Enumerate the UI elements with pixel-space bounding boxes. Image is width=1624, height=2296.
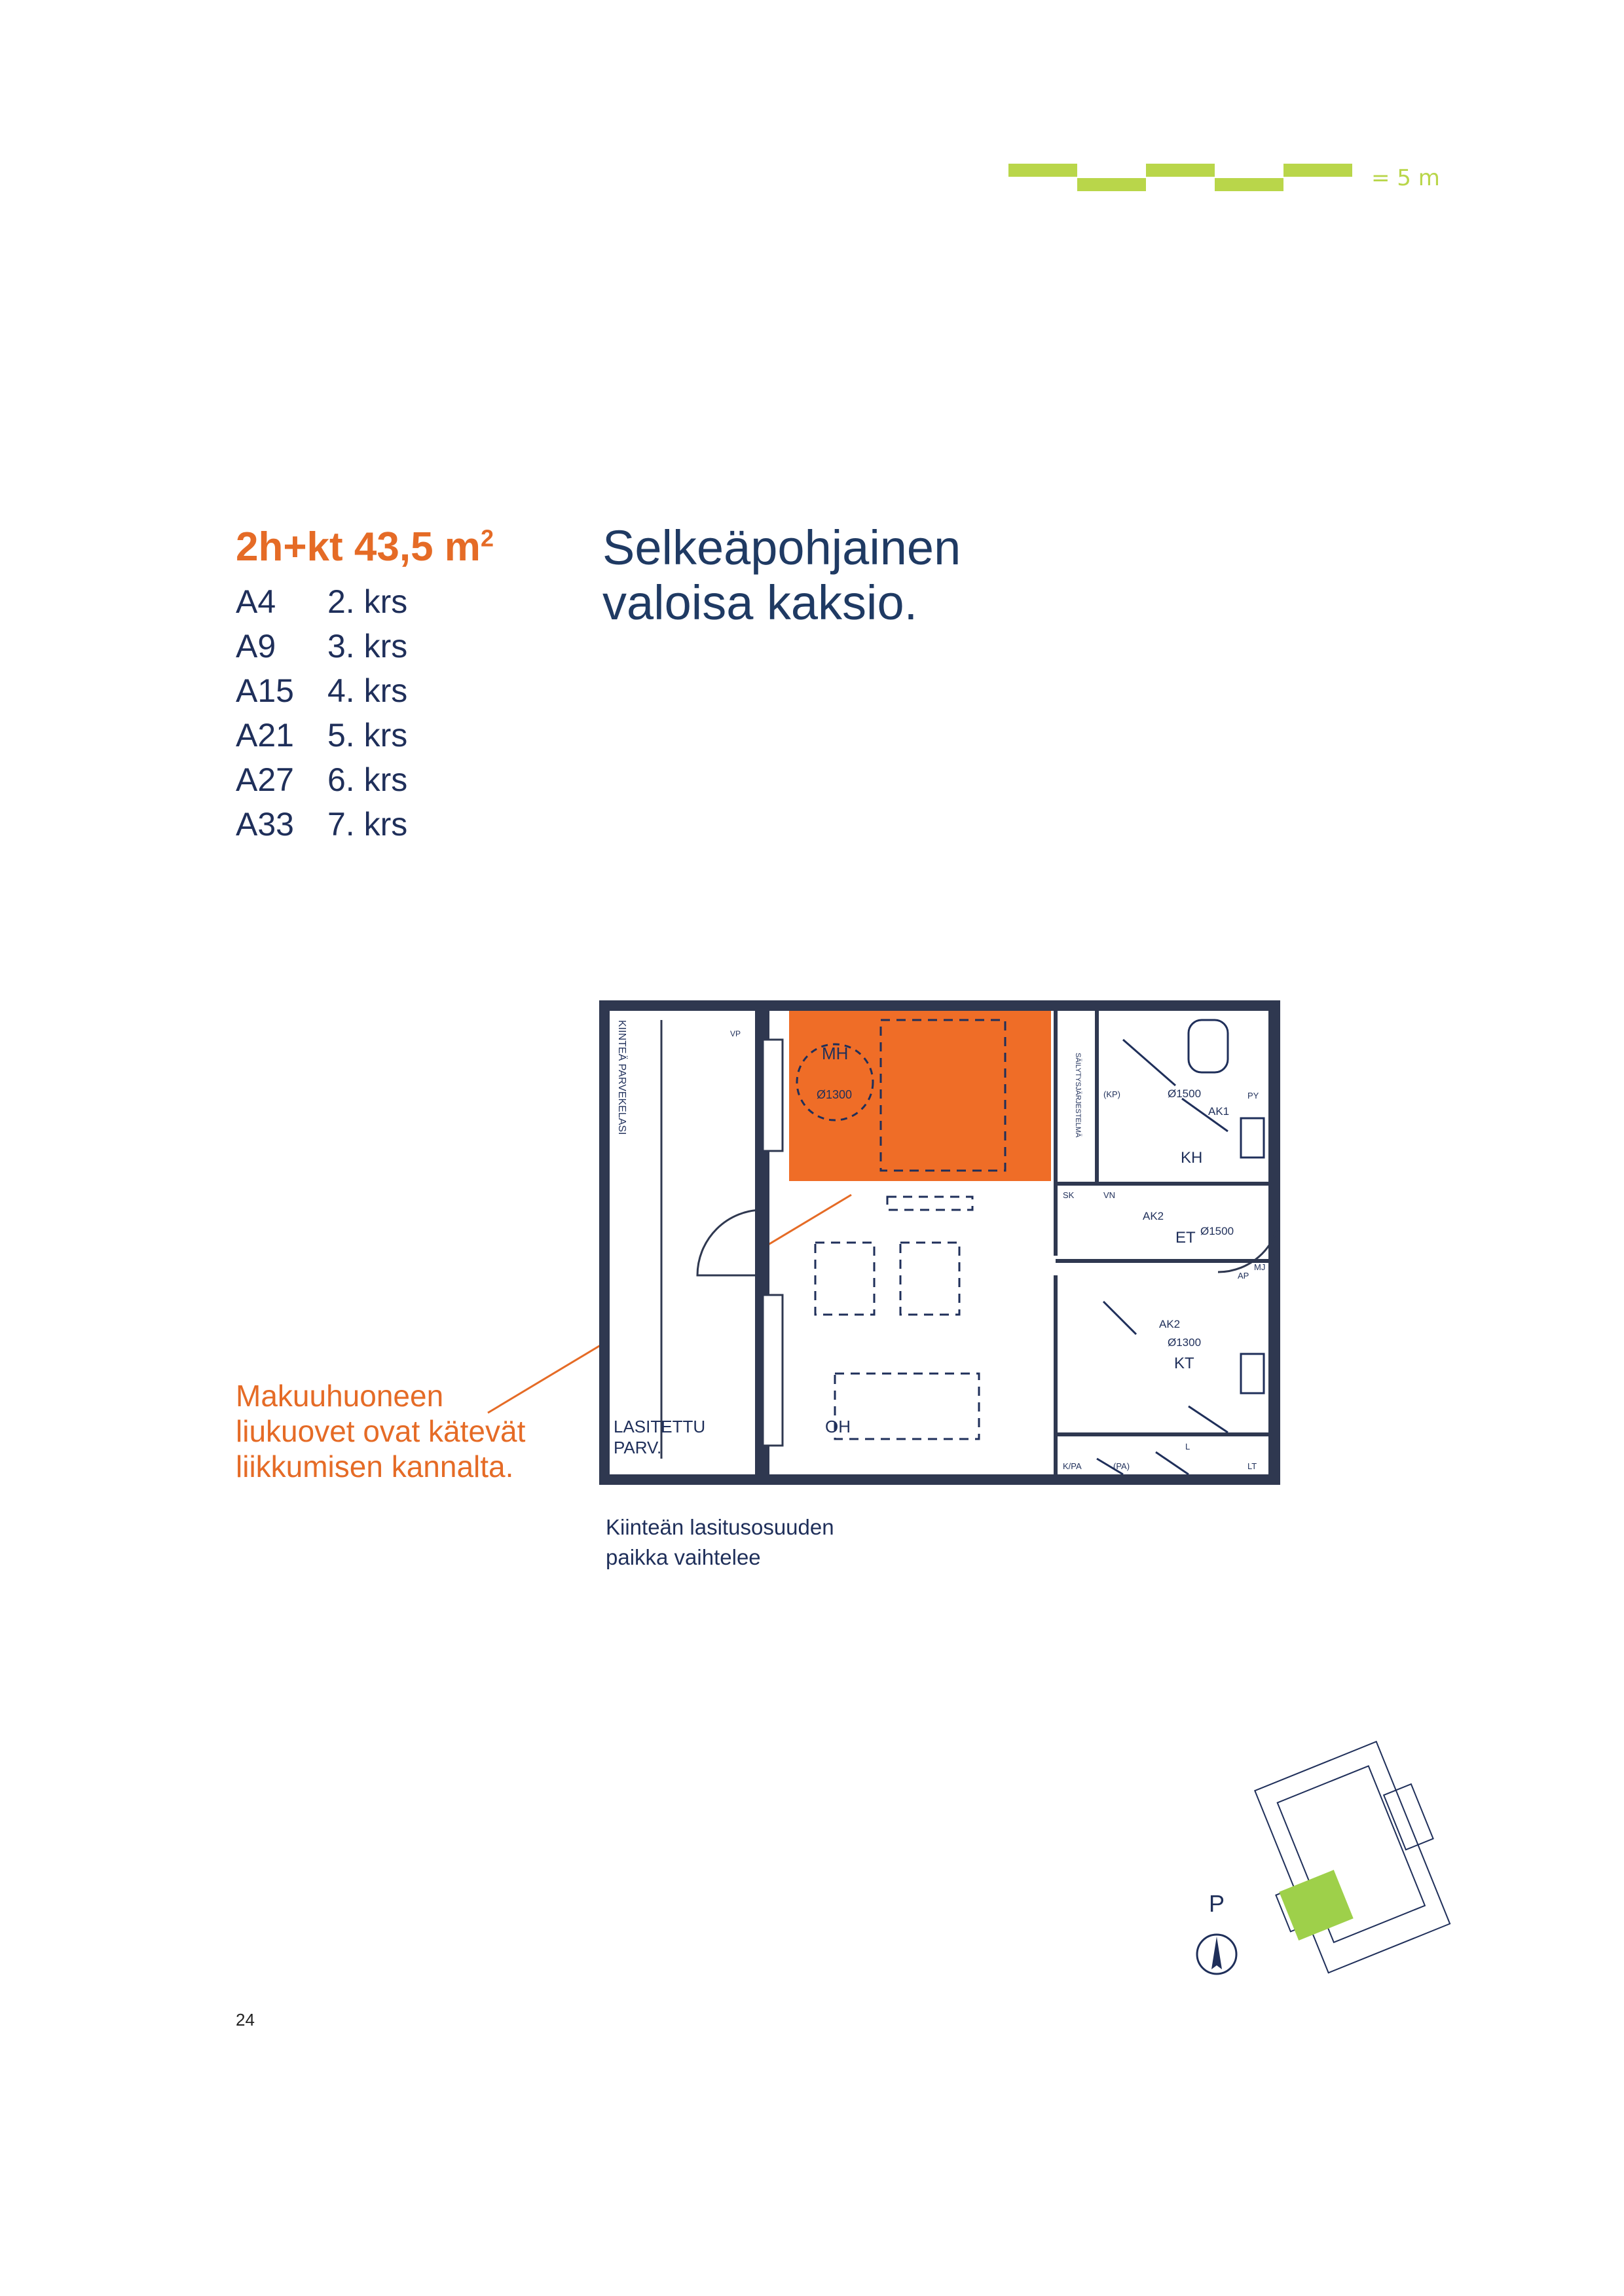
ap-label: AP <box>1238 1271 1249 1281</box>
lt-label: LT <box>1247 1461 1257 1471</box>
glazed-balcony-label-1: LASITETTU <box>614 1417 706 1436</box>
north-arrow-icon <box>1197 1935 1236 1974</box>
tagline-line-2: valoisa kaksio. <box>602 575 918 630</box>
bathroom-turning-diameter: Ø1500 <box>1168 1087 1202 1100</box>
apartment-type-heading <box>236 524 494 570</box>
interior-walls <box>1056 1011 1268 1474</box>
unit-code: A4 <box>236 583 276 620</box>
bathroom-label: KH <box>1181 1149 1203 1167</box>
scale-label: = 5 m <box>1371 165 1440 191</box>
mj-label: MJ <box>1254 1262 1266 1272</box>
entrance-turning-diameter: Ø1500 <box>1200 1225 1234 1237</box>
unit-code: A21 <box>236 717 294 754</box>
unit-row <box>236 761 407 805</box>
bedroom-turning-diameter: Ø1300 <box>817 1088 853 1101</box>
vp-label: VP <box>730 1029 741 1038</box>
north-label: P <box>1209 1890 1225 1917</box>
vn-label: VN <box>1103 1190 1116 1200</box>
unit-list <box>236 583 407 850</box>
glazed-balcony-label-2: PARV. <box>614 1438 662 1457</box>
kitchen-fixtures <box>1097 1302 1264 1474</box>
unit-row <box>236 716 407 761</box>
floor-plan-caption <box>606 1512 933 1573</box>
ak2-label-hall: AK2 <box>1143 1210 1164 1222</box>
kitchen-turning-diameter: Ø1300 <box>1168 1336 1202 1349</box>
page-number: 24 <box>236 2010 255 2030</box>
fixed-glass-label: KIINTEÄ PARVEKELASI <box>616 1020 627 1135</box>
kitchen-label: KT <box>1174 1355 1194 1372</box>
pa-label: (PA) <box>1113 1461 1130 1471</box>
unit-floor: 6. krs <box>327 761 408 798</box>
entrance-hall-label: ET <box>1175 1229 1196 1247</box>
unit-row <box>236 672 407 716</box>
unit-row <box>236 583 407 627</box>
building-outline <box>1236 1736 1460 1980</box>
storage-label: SÄILYTYSJÄRJESTELMÄ <box>1074 1053 1082 1138</box>
site-plan <box>1185 1728 1460 1990</box>
kpa-label: K/PA <box>1063 1461 1082 1471</box>
living-room-label: OH <box>825 1417 851 1436</box>
unit-floor: 5. krs <box>327 717 408 754</box>
unit-row <box>236 627 407 672</box>
tagline-line-1: Selkeäpohjainen <box>602 520 961 575</box>
ak1-label: AK1 <box>1208 1105 1230 1118</box>
unit-floor: 7. krs <box>327 806 408 843</box>
unit-code: A9 <box>236 628 276 665</box>
unit-floor: 4. krs <box>327 672 408 709</box>
floor-plan <box>599 1000 1280 1485</box>
area-unit-superscript: 2 <box>480 524 494 552</box>
scale-bar <box>1008 164 1356 203</box>
balcony-area <box>610 1011 755 1474</box>
callout-line-2: liukuovet ovat kätevät <box>236 1414 526 1448</box>
unit-code: A27 <box>236 761 294 798</box>
callout-text <box>236 1378 563 1484</box>
caption-line-1: Kiinteän lasitusosuuden <box>606 1515 834 1539</box>
caption-line-2: paikka vaihtelee <box>606 1545 761 1569</box>
living-furniture <box>815 1197 979 1439</box>
unit-code: A15 <box>236 672 294 709</box>
unit-row <box>236 805 407 850</box>
bedroom-label: MH <box>822 1044 849 1063</box>
l-label: L <box>1185 1442 1190 1451</box>
unit-floor: 3. krs <box>327 628 408 665</box>
unit-floor: 2. krs <box>327 583 408 620</box>
apartment-type-label: 2h+kt 43,5 m <box>236 524 481 570</box>
callout-line-1: Makuuhuoneen <box>236 1379 444 1413</box>
ak2-label-kitchen: AK2 <box>1159 1318 1181 1330</box>
sk-label: SK <box>1063 1190 1075 1200</box>
py-label: PY <box>1247 1091 1259 1101</box>
tagline <box>602 520 1061 630</box>
kp-label: (KP) <box>1103 1089 1120 1099</box>
callout-line-3: liikkumisen kannalta. <box>236 1449 514 1484</box>
unit-code: A33 <box>236 806 294 843</box>
